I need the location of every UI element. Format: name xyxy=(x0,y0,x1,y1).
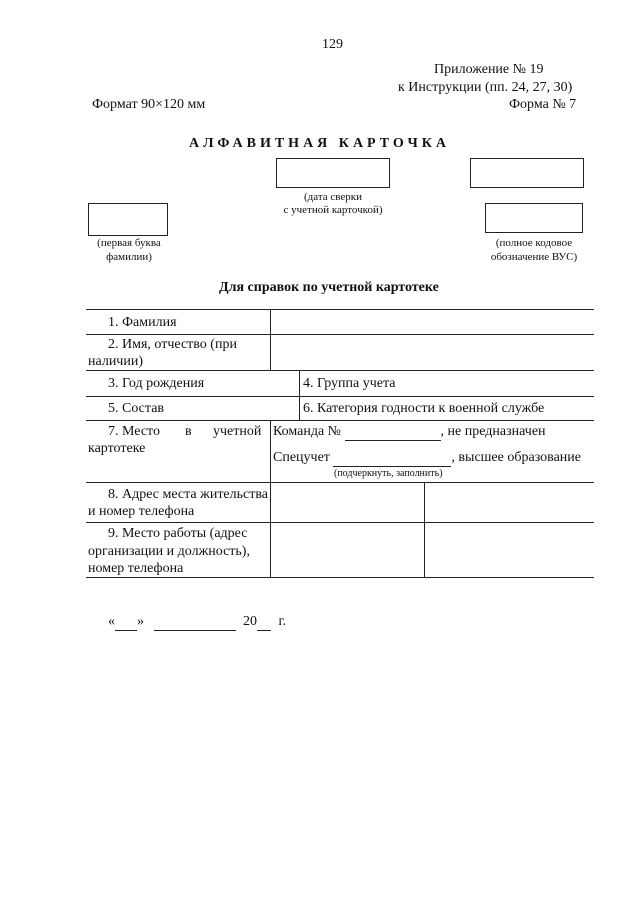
page-title: АЛФАВИТНАЯ КАРТОЧКА xyxy=(189,136,451,151)
composition-label: 5. Состав xyxy=(108,401,165,416)
work-phone-field[interactable] xyxy=(425,523,594,577)
vus-box-top[interactable] xyxy=(470,158,584,188)
surname-field[interactable] xyxy=(271,310,594,334)
page-number: 129 xyxy=(322,37,343,52)
spec-suffix: , высшее образование xyxy=(451,450,581,465)
spec-label: Спецучет xyxy=(273,450,330,465)
date-open-quote: « xyxy=(108,614,115,629)
form-label: Форма № 7 xyxy=(509,97,577,112)
format-label: Формат 90×120 мм xyxy=(92,97,206,112)
phone-field[interactable] xyxy=(425,483,594,522)
subtitle: Для справок по учетной картотеке xyxy=(219,280,439,295)
date-check-box[interactable] xyxy=(276,158,390,188)
birth-year-label: 3. Год рождения xyxy=(108,376,205,391)
category-label: 6. Категория годности к военной службе xyxy=(303,401,545,416)
vus-code-label-2: обозначение ВУС) xyxy=(490,251,578,263)
year-prefix: 20 xyxy=(243,614,257,629)
date-close-quote: » xyxy=(137,614,144,629)
vus-code-label-1: (полное кодовое xyxy=(495,237,573,249)
first-letter-box[interactable] xyxy=(88,203,168,236)
table-line-bottom xyxy=(86,577,594,578)
table-line-2 xyxy=(86,370,594,371)
table-line-3 xyxy=(86,396,594,397)
work-label-3: номер телефона xyxy=(88,561,184,576)
work-label-1: 9. Место работы (адрес xyxy=(108,526,248,541)
instruction-label: к Инструкции (пп. 24, 27, 30) xyxy=(398,80,573,95)
place-label-3: учетной xyxy=(213,424,262,439)
name-label-2: наличии) xyxy=(88,354,143,369)
name-field[interactable] xyxy=(271,335,594,370)
year-input[interactable] xyxy=(257,614,271,631)
team-suffix: , не предназначен xyxy=(440,424,546,439)
team-line xyxy=(273,424,546,441)
day-input[interactable] xyxy=(115,614,137,631)
place-label-2: в xyxy=(185,424,192,439)
appendix-label: Приложение № 19 xyxy=(434,62,544,77)
place-label-4: картотеке xyxy=(88,441,146,456)
work-label-2: организации и должность), xyxy=(88,544,250,559)
surname-label: 1. Фамилия xyxy=(108,315,177,330)
name-label-1: 2. Имя, отчество (при xyxy=(108,337,237,352)
vus-code-box[interactable] xyxy=(485,203,583,233)
date-line xyxy=(108,614,286,631)
address-label-1: 8. Адрес места жительства xyxy=(108,487,268,502)
team-number-input[interactable] xyxy=(345,424,441,441)
first-letter-label-2: фамилии) xyxy=(106,251,152,263)
place-label-1: 7. Место xyxy=(108,424,160,439)
spec-line xyxy=(273,450,581,467)
group-label: 4. Группа учета xyxy=(303,376,396,391)
date-check-label-1: (дата сверки xyxy=(303,191,363,203)
work-field[interactable] xyxy=(271,523,424,577)
year-suffix: г. xyxy=(278,614,287,629)
first-letter-label-1: (первая буква xyxy=(97,237,161,249)
date-check-label-2: с учетной карточкой) xyxy=(283,204,383,216)
table-line-4 xyxy=(86,420,594,421)
team-label: Команда № xyxy=(273,424,342,439)
address-field[interactable] xyxy=(271,483,424,522)
spec-input[interactable] xyxy=(333,450,451,467)
spec-note: (подчеркнуть, заполнить) xyxy=(334,468,443,479)
month-input[interactable] xyxy=(154,614,236,631)
address-label-2: и номер телефона xyxy=(88,504,195,519)
table-vline-b xyxy=(299,370,300,420)
